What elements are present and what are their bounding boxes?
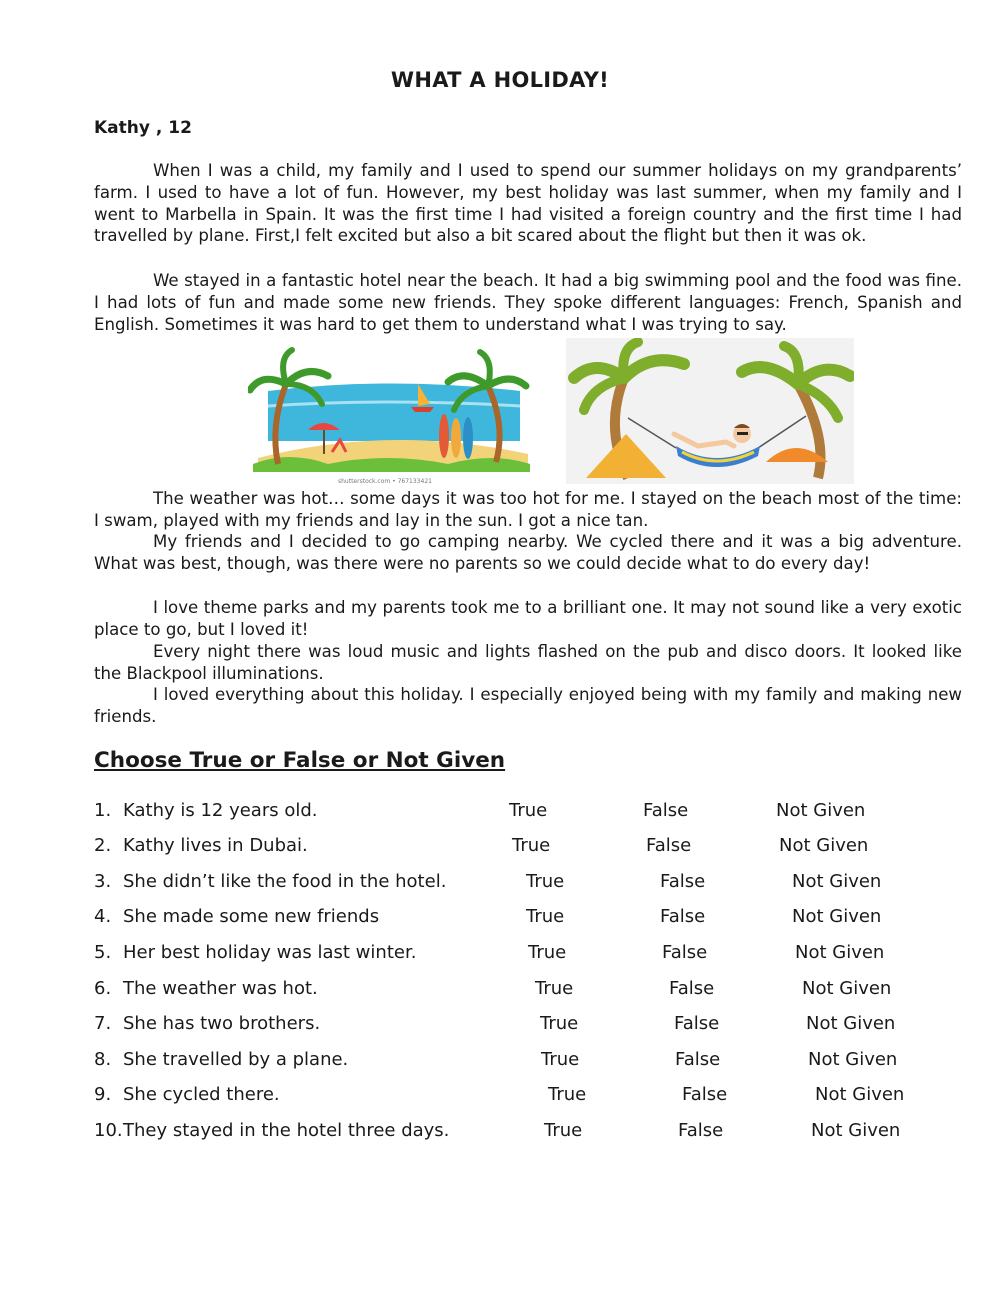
option-true[interactable]: True <box>528 942 567 963</box>
paragraph-3: The weather was hot… some days it was too hot for me. I stayed on the beach most of the time: I swam, played with my friends and lay in the sun. I got a nice tan. <box>94 489 962 530</box>
option-not-given[interactable]: Not Given <box>792 871 882 892</box>
question-number: 8. <box>94 1049 112 1070</box>
question-text: Kathy is 12 years old. <box>123 800 318 821</box>
option-not-given[interactable]: Not Given <box>776 800 866 821</box>
paragraph-7: I loved everything about this holiday. I especially enjoyed being with my family and making new friends. <box>94 685 962 726</box>
question-row <box>94 1013 994 1039</box>
question-number: 9. <box>94 1084 112 1105</box>
option-true[interactable]: True <box>541 1049 580 1070</box>
option-true[interactable]: True <box>526 871 565 892</box>
question-text: She has two brothers. <box>123 1013 321 1034</box>
paragraph-2: We stayed in a fantastic hotel near the beach. It had a big swimming pool and the food was fine. I had lots of fun and made some new friends. They spoke different languages: French, Spanish and English. Sometimes it was hard to get them to understand what I was trying to say. <box>94 271 962 334</box>
question-number: 10. <box>94 1120 123 1141</box>
hammock-illustration <box>566 338 854 484</box>
option-false[interactable]: False <box>646 835 692 856</box>
question-row <box>94 978 994 1004</box>
question-row <box>94 871 994 897</box>
question-row <box>94 906 994 932</box>
paragraph-4: My friends and I decided to go camping nearby. We cycled there and it was a big adventure. What was best, though, was there were no parents so we could decide what to do every day! <box>94 532 962 573</box>
option-false[interactable]: False <box>675 1049 721 1070</box>
question-number: 5. <box>94 942 112 963</box>
question-number: 6. <box>94 978 112 999</box>
question-number: 3. <box>94 871 112 892</box>
option-false[interactable]: False <box>643 800 689 821</box>
question-number: 4. <box>94 906 112 927</box>
option-true[interactable]: True <box>526 906 565 927</box>
beach-illustration <box>248 346 533 488</box>
option-true[interactable]: True <box>535 978 574 999</box>
option-true[interactable]: True <box>544 1120 583 1141</box>
paragraph-1: When I was a child, my family and I used to spend our summer holidays on my grandparents’ farm. I used to have a lot of fun. However, my best holiday was last summer, when my family and I went to Marbella in Spain. It was the first time I had visited a foreign country and the first time I had travelled by plane. First,I felt excited but also a bit scared about the flight but then it was ok. <box>94 161 962 246</box>
question-row <box>94 835 994 861</box>
option-not-given[interactable]: Not Given <box>792 906 882 927</box>
question-row <box>94 1120 994 1146</box>
question-text: The weather was hot. <box>123 978 318 999</box>
page-title: WHAT A HOLIDAY! <box>390 68 610 92</box>
option-true[interactable]: True <box>512 835 551 856</box>
option-true[interactable]: True <box>509 800 548 821</box>
question-row <box>94 942 994 968</box>
option-false[interactable]: False <box>674 1013 720 1034</box>
option-not-given[interactable]: Not Given <box>806 1013 896 1034</box>
option-false[interactable]: False <box>682 1084 728 1105</box>
question-row <box>94 1049 994 1075</box>
option-false[interactable]: False <box>660 906 706 927</box>
question-text: Kathy lives in Dubai. <box>123 835 308 856</box>
option-false[interactable]: False <box>660 871 706 892</box>
question-text: They stayed in the hotel three days. <box>123 1120 450 1141</box>
question-text: Her best holiday was last winter. <box>123 942 417 963</box>
question-text: She made some new friends <box>123 906 380 927</box>
option-false[interactable]: False <box>662 942 708 963</box>
illustrations <box>0 338 1000 488</box>
option-not-given[interactable]: Not Given <box>779 835 869 856</box>
option-not-given[interactable]: Not Given <box>808 1049 898 1070</box>
question-text: She cycled there. <box>123 1084 280 1105</box>
question-text: She didn’t like the food in the hotel. <box>123 871 447 892</box>
image-caption: shutterstock.com • 767133421 <box>338 478 432 485</box>
option-not-given[interactable]: Not Given <box>811 1120 901 1141</box>
paragraph-6: Every night there was loud music and lights flashed on the pub and disco doors. It looked like the Blackpool illuminations. <box>94 642 962 683</box>
question-number: 7. <box>94 1013 112 1034</box>
option-true[interactable]: True <box>540 1013 579 1034</box>
paragraph-5: I love theme parks and my parents took me to a brilliant one. It may not sound like a very exotic place to go, but I loved it! <box>94 598 962 639</box>
section-title: Choose True or False or Not Given <box>94 748 506 773</box>
option-true[interactable]: True <box>548 1084 587 1105</box>
option-false[interactable]: False <box>678 1120 724 1141</box>
question-number: 1. <box>94 800 112 821</box>
question-row <box>94 1084 994 1110</box>
question-number: 2. <box>94 835 112 856</box>
option-not-given[interactable]: Not Given <box>815 1084 905 1105</box>
option-not-given[interactable]: Not Given <box>802 978 892 999</box>
option-not-given[interactable]: Not Given <box>795 942 885 963</box>
question-text: She travelled by a plane. <box>123 1049 349 1070</box>
question-row <box>94 800 994 826</box>
author-line: Kathy , 12 <box>94 118 192 138</box>
option-false[interactable]: False <box>669 978 715 999</box>
